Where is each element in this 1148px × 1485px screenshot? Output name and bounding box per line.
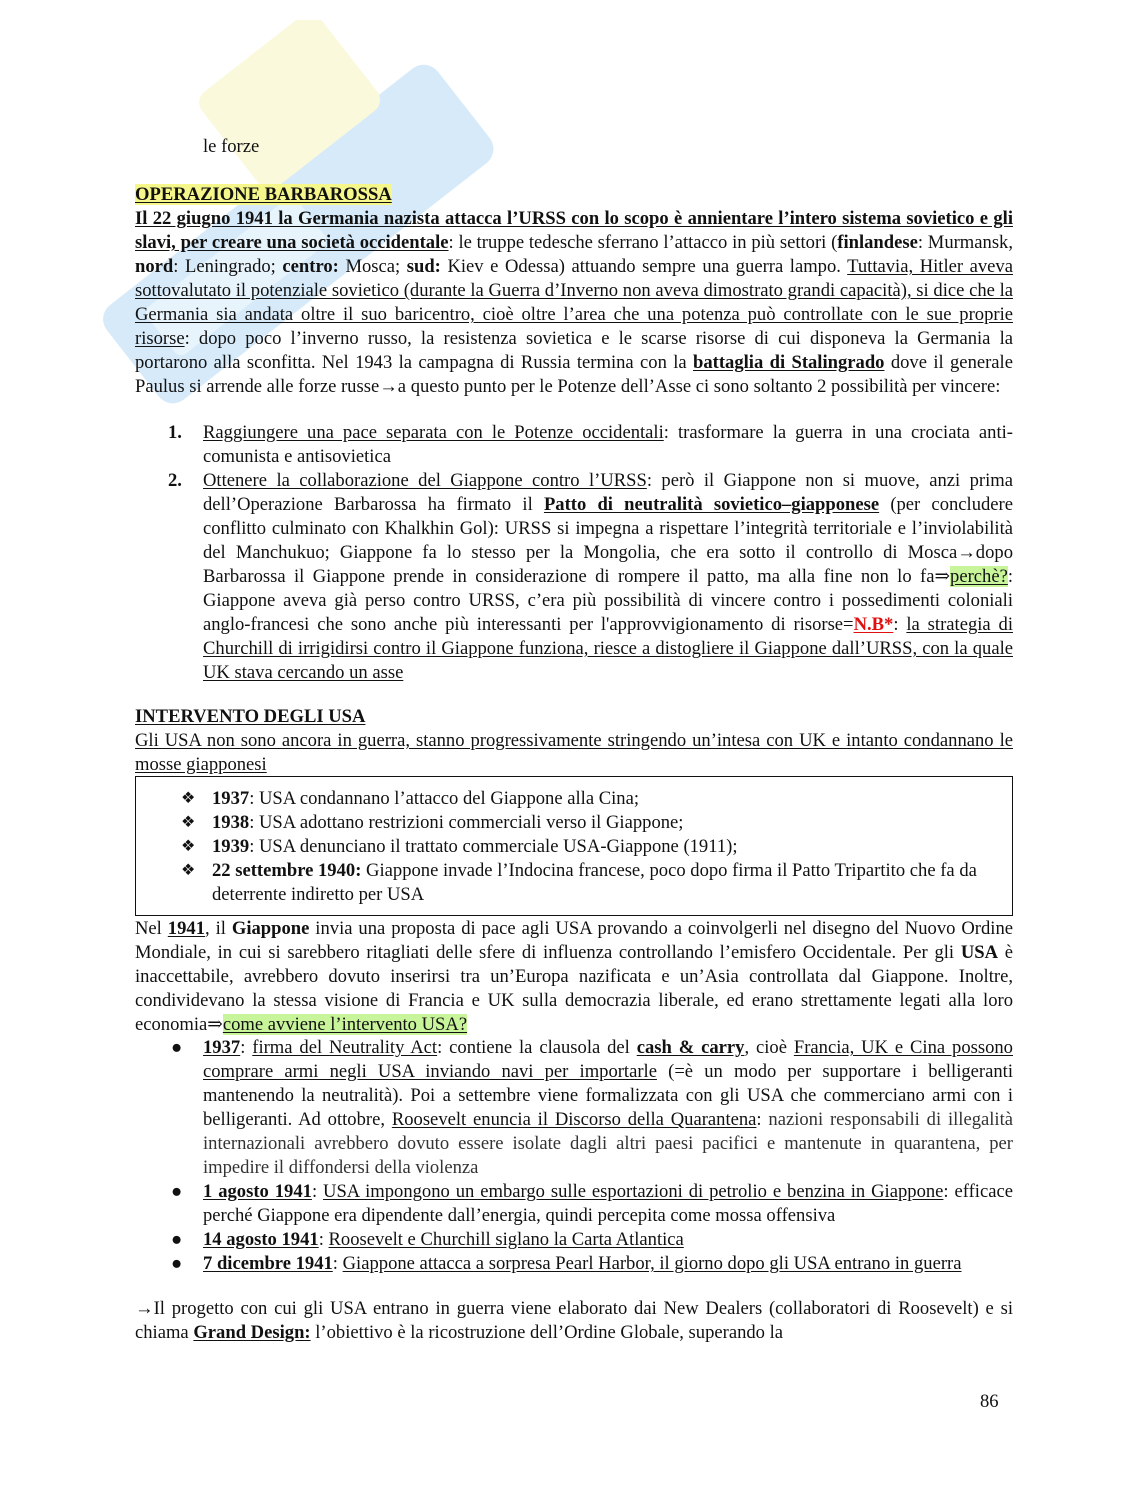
bullet-icon: ● <box>171 1229 183 1250</box>
bullet-icon: ● <box>171 1037 183 1058</box>
diamond-bullet-icon: ❖ <box>181 790 196 807</box>
section-heading-usa: INTERVENTO DEGLI USA <box>135 706 366 727</box>
diamond-bullet-icon: ❖ <box>181 814 196 831</box>
bullet-icon: ● <box>171 1181 183 1202</box>
list-item: ❖ 1939: USA denunciano il trattato commerciale USA-Giappone (1911); <box>181 836 738 857</box>
section-heading-barbarossa: OPERAZIONE BARBAROSSA <box>135 184 392 205</box>
list-item: ● 7 dicembre 1941: Giappone attacca a sorpresa Pearl Harbor, il giorno dopo gli USA entrano in guerra <box>171 1253 962 1274</box>
paragraph-barbarossa: Il 22 giugno 1941 la Germania nazista attacca l’URSS con lo scopo è annientare l’intero sistema sovietico e gli slavi, per creare una società occidentale: le truppe tedesche sferrano l’attacco in più settori (finlandese: Murmansk, nord: Leningrado; centro: Mosca; sud: Kiev e Odessa) attuando sempre una guerra lampo. Tuttavia, Hitler aveva sottovalutato il potenziale sovietico (durante la Guerra d’Inverno non aveva dimostrato grandi capacità), si dice che la Germania sia andata oltre il suo baricentro, cioè oltre l’area che una potenza può controllate con le sue proprie risorse: dopo poco l’inverno russo, la resistenza sovietica e le scarse risorse di cui disponeva la Germania la portarono alla sconfitta. Nel 1943 la campagna di Russia termina con la battaglia di Stalingrado dove il generale Paulus si arrende alle forze russe→a questo punto per le Potenze dell’Asse ci sono soltanto 2 possibilità per vincere: <box>135 208 1014 397</box>
diamond-bullet-icon: ❖ <box>181 838 196 855</box>
list-item: ● 14 agosto 1941: Roosevelt e Churchill siglano la Carta Atlantica <box>171 1229 684 1250</box>
paragraph-grand-design: →Il progetto con cui gli USA entrano in guerra viene elaborato dai New Dealers (collaboratori di Roosevelt) e si chiama Grand Design: l’obiettivo è la ricostruzione dell’Ordine Globale, superando la <box>135 1298 1013 1343</box>
axis-options-list <box>135 421 1013 685</box>
list-item: ❖ 1937: USA condannano l’attacco del Giappone alla Cina; <box>181 788 640 809</box>
paragraph-1941: Nel 1941, il Giappone invia una proposta di pace agli USA provando a coinvolgerli nel disegno del Nuovo Ordine Mondiale, in cui si sarebbero ritagliati delle sfere di influenza controllando l’emisfero Occidentale. Per gli USA è inaccettabile, avrebbero dovuto inserirsi tra un’Europa nazificata e un’Asia controllata dal Giappone. Inoltre, condividevano la stessa visione di Francia e UK sulla democrazia liberale, ed erano strettamente legati alla loro economia⇒come avviene l’intervento USA? <box>135 918 1014 1035</box>
list-item: ❖ 22 settembre 1940: Giappone invade l’Indocina francese, poco dopo firma il Patto Tripartito che fa da deterrente indiretto per USA <box>181 860 977 905</box>
usa-events-list <box>135 1036 1013 1276</box>
list-item: ● 1 agosto 1941: USA impongono un embargo sulle esportazioni di petrolio e benzina in Giappone: efficace perché Giappone era dipendente dall’energia, quindi percepita come mossa offensiva <box>171 1181 1013 1226</box>
list-item: ❖ 1938: USA adottano restrizioni commerciali verso il Giappone; <box>181 812 684 833</box>
list-item: ● 1937: firma del Neutrality Act: contiene la clausola del cash & carry, cioè Francia, UK e Cina possono comprare armi negli USA inviando navi per importarle (=è un modo per supportare i belligeranti mantenendo la neutralità). Poi a settembre viene formalizzata con gli USA che commerciano armi con i belligeranti. Ad ottobre, Roosevelt enuncia il Discorso della Quarantena: nazioni responsabili di illegalità internazionali avrebbero dovuto essere isolate dagli altri paesi pacifici e mantenute in quarantena, per impedire il diffondersi della violenza <box>171 1037 1014 1178</box>
page-number: 86 <box>980 1391 999 1412</box>
list-item: 2. Ottenere la collaborazione del Giappone contro l’URSS: però il Giappone non si muove, anzi prima dell’Operazione Barbarossa ha firmato il Patto di neutralità sovietico–giapponese (per concludere conflitto culminato con Khalkhin Gol): URSS si impegna a rispettare l’integrità territoriale e l’inviolabilità del Manchukuo; Giappone fa lo stesso per la Mongolia, che era sotto il controllo di Mosca→dopo Barbarossa il Giappone prende in considerazione di rompere il patto, ma alla fine non lo fa⇒perchè?: Giappone aveva già perso contro URSS, c’era più possibilità di vincere contro i possedimenti coloniali anglo-francesi che sono anche più interessanti per l'approvvigionamento di risorse=N.B*: la strategia di Churchill di irrigidirsi contro il Giappone funziona, riesce a distogliere il Giappone dall’URSS, con la quale UK stava cercando un asse <box>168 470 1013 683</box>
continuation-line: le forze <box>203 136 260 157</box>
list-item: 1. Raggiungere una pace separata con le Potenze occidentali: trasformare la guerra in una crociata anti-comunista e antisovietica <box>168 422 1013 467</box>
bullet-icon: ● <box>171 1253 183 1274</box>
usa-intro: Gli USA non sono ancora in guerra, stanno progressivamente stringendo un’intesa con UK e intanto condannano le mosse giapponesi <box>135 730 1013 775</box>
diamond-bullet-icon: ❖ <box>181 862 196 879</box>
timeline-list <box>135 787 1013 907</box>
